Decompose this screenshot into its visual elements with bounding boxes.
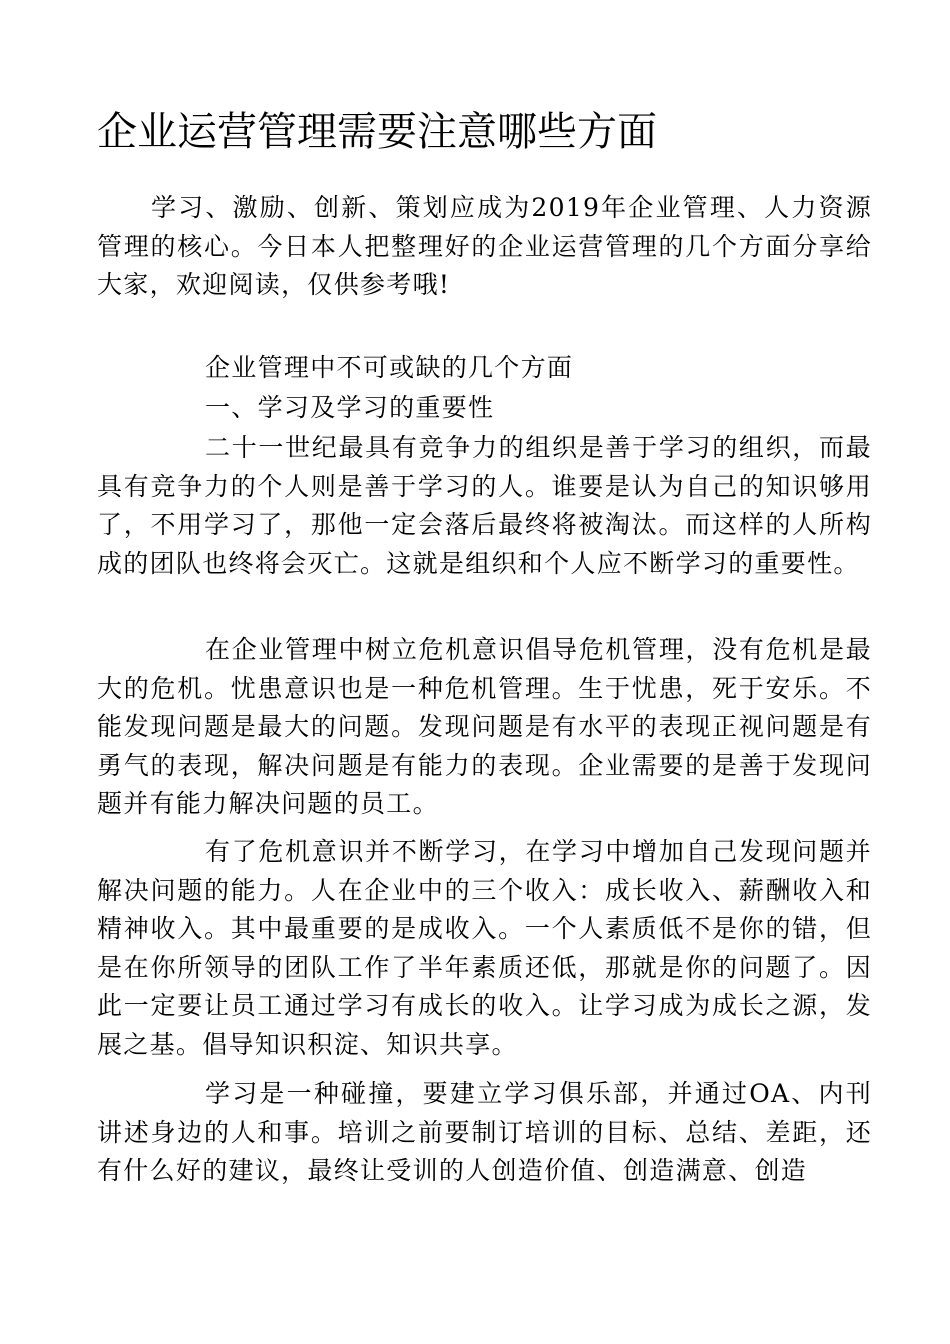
body-paragraph: 在企业管理中树立危机意识倡导危机管理，没有危机是最大的危机。忧患意识也是一种危机管理。生于忧患，死于安乐。不能发现问题是最大的问题。发现问题是有水平的表现正视问题是有勇气的表现，解决问题是有能力的表现。企业需要的是善于发现问题并有能力解决问题的员工。	[97, 635, 872, 818]
body-paragraph: 二十一世纪最具有竞争力的组织是善于学习的组织，而最具有竞争力的个人则是善于学习的人。谁要是认为自己的知识够用了，不用学习了，那他一定会落后最终将被淘汰。而这样的人所构成的团队也终将会灭亡。这就是组织和个人应不断学习的重要性。	[97, 433, 872, 578]
body-paragraph: 有了危机意识并不断学习，在学习中增加自己发现问题并解决问题的能力。人在企业中的三个收入：成长收入、薪酬收入和精神收入。其中最重要的是成收入。一个人素质低不是你的错，但是在你所领导的团队工作了半年素质还低，那就是你的问题了。因此一定要让员工通过学习有成长的收入。让学习成为成长之源，发展之基。倡导知识积淀、知识共享。	[97, 837, 872, 1059]
section-heading: 企业管理中不可或缺的几个方面	[205, 353, 574, 382]
body-paragraph: 学习是一种碰撞，要建立学习俱乐部，并通过OA、内刊讲述身边的人和事。培训之前要制订培训的目标、总结、差距，还有什么好的建议，最终让受训的人创造价值、创造满意、创造	[97, 1079, 872, 1185]
document-title: 企业运营管理需要注意哪些方面	[97, 109, 657, 155]
subsection-heading: 一、学习及学习的重要性	[205, 393, 495, 422]
intro-paragraph: 学习、激励、创新、策划应成为2019年企业管理、人力资源管理的核心。今日本人把整理好的企业运营管理的几个方面分享给大家，欢迎阅读，仅供参考哦!	[97, 193, 872, 299]
